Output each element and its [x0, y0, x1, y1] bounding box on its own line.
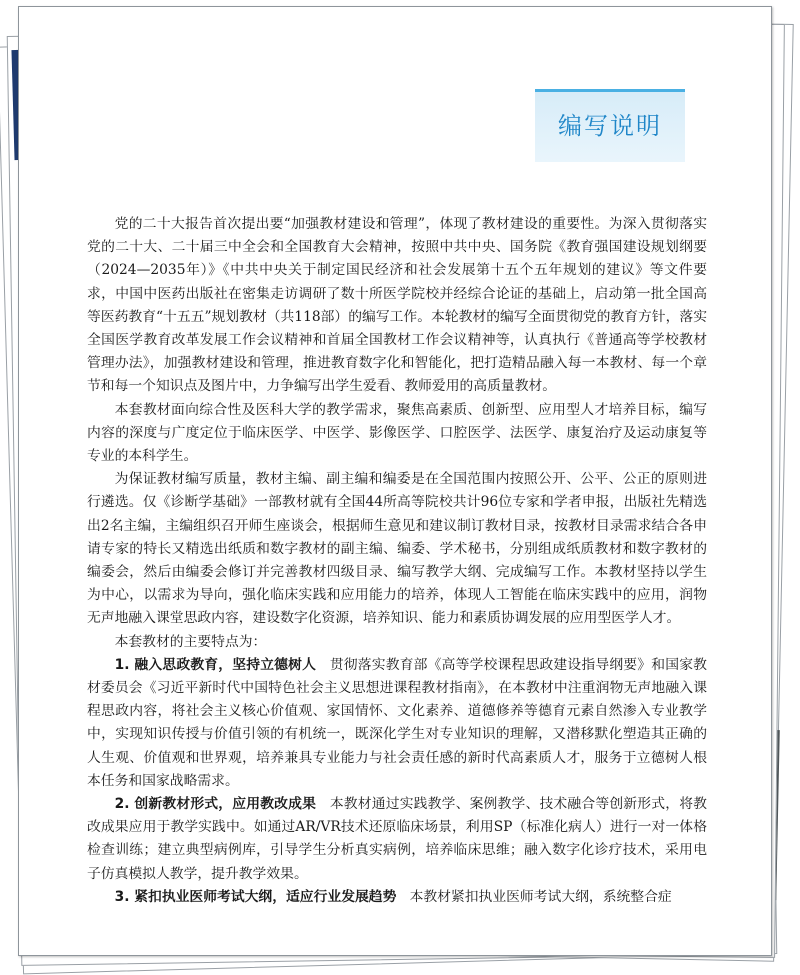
page-title: 编写说明 [558, 112, 662, 140]
paragraph-quality [87, 468, 707, 630]
paragraph-audience [87, 399, 707, 469]
paragraph-text: 本套教材面向综合性及医科大学的教学需求，聚焦高素质、创新型、应用型人才培养目标，编写内容的深度与广度定位于临床医学、中医学、影像医学、口腔医学、法医学、康复治疗及运动康复等专业的本科学生。 [87, 401, 707, 465]
paragraph-feature-2 [87, 793, 707, 886]
paragraph-text: 为保证教材编写质量，教材主编、副主编和编委是在全国范围内按照公开、公平、公正的原则进行遴选。仅《诊断学基础》一部教材就有全国44所高等院校共计96位专家和学者申报，出版社先精选出2名主编，主编组织召开师生座谈会，根据师生意见和建议制订教材目录，按教材目录需求结合各申请专家的特长又精选出纸质和数字教材的副主编、编委、学术秘书，分别组成纸质教材和数字教材的编委会，然后由编委会修订并完善教材四级目录、编写教学大纲、完成编写工作。本教材坚持以学生为中心，以需求为导向，强化临床实践和应用能力的培养，体现人工智能在临床实践中的应用，润物无声地融入课堂思政内容，建设数字化资源，培养知识、能力和素质协调发展的应用型医学人才。 [87, 471, 707, 627]
paragraph-text: 贯彻落实教育部《高等学校课程思政建设指导纲要》和国家教材委员会《习近平新时代中国特色社会主义思想进课程教材指南》，在本教材中注重润物无声地融入课程思政内容，将社会主义核心价值观、家国情怀、文化素养、道德修养等德育元素自然渗入专业教学中，实现知识传授与价值引领的有机统一，既深化学生对专业知识的理解，又潜移默化塑造其正确的人生观、价值观和世界观，培养兼具专业能力与社会责任感的新时代高素质人才，服务于立德树人根本任务和国家战略需求。 [87, 656, 707, 789]
section-header-box [535, 89, 685, 162]
paragraph-text: 党的二十大报告首次提出要“加强教材建设和管理”，体现了教材建设的重要性。为深入贯彻落实党的二十大、二十届三中全会和全国教育大会精神，按照中共中央、国务院《教育强国建设规划纲要（2024—2035年）》《中共中央关于制定国民经济和社会发展第十五个五年规划的建议》等文件要求，中国中医药出版社在密集走访调研了数十所医学院校并经综合论证的基础上，启动第一批全国高等医药教育“十五五”规划教材（共118部）的编写工作。本轮教材的编写全面贯彻党的教育方针，落实全国医学教育改革发展工作会议精神和首届全国教材工作会议精神等，认真执行《普通高等学校教材管理办法》，加强教材建设和管理，推进教育数字化和智能化，把打造精品融入每一本教材、每一个章节和每一个知识点及图片中，力争编写出学生爱看、教师爱用的高质量教材。 [87, 216, 707, 395]
paragraph-feature-1 [87, 654, 707, 793]
paragraph-text: 本套教材的主要特点为： [114, 633, 267, 650]
feature-heading: 1. 融入思政教育，坚持立德树人 [114, 656, 317, 673]
body-text [87, 213, 707, 909]
paragraph-feature-3 [87, 886, 707, 909]
front-page [18, 6, 772, 956]
feature-heading: 3. 紧扣执业医师考试大纲，适应行业发展趋势 [114, 888, 397, 905]
paragraph-features-intro [87, 631, 707, 654]
paragraph-text: 本教材紧扣执业医师考试大纲，系统整合症 [409, 888, 672, 905]
feature-heading: 2. 创新教材形式，应用教改成果 [114, 796, 317, 813]
paragraph-text: 本教材通过实践教学、案例教学、技术融合等创新形式，将教改成果应用于教学实践中。如通过AR/VR技术还原临床场景，利用SP（标准化病人）进行一对一体格检查训练；建立典型病例库，引导学生分析真实病例，培养临床思维；融入数字化诊疗技术，采用电子仿真模拟人教学，提升教学效果。 [87, 796, 707, 882]
paragraph-intro [87, 213, 707, 399]
